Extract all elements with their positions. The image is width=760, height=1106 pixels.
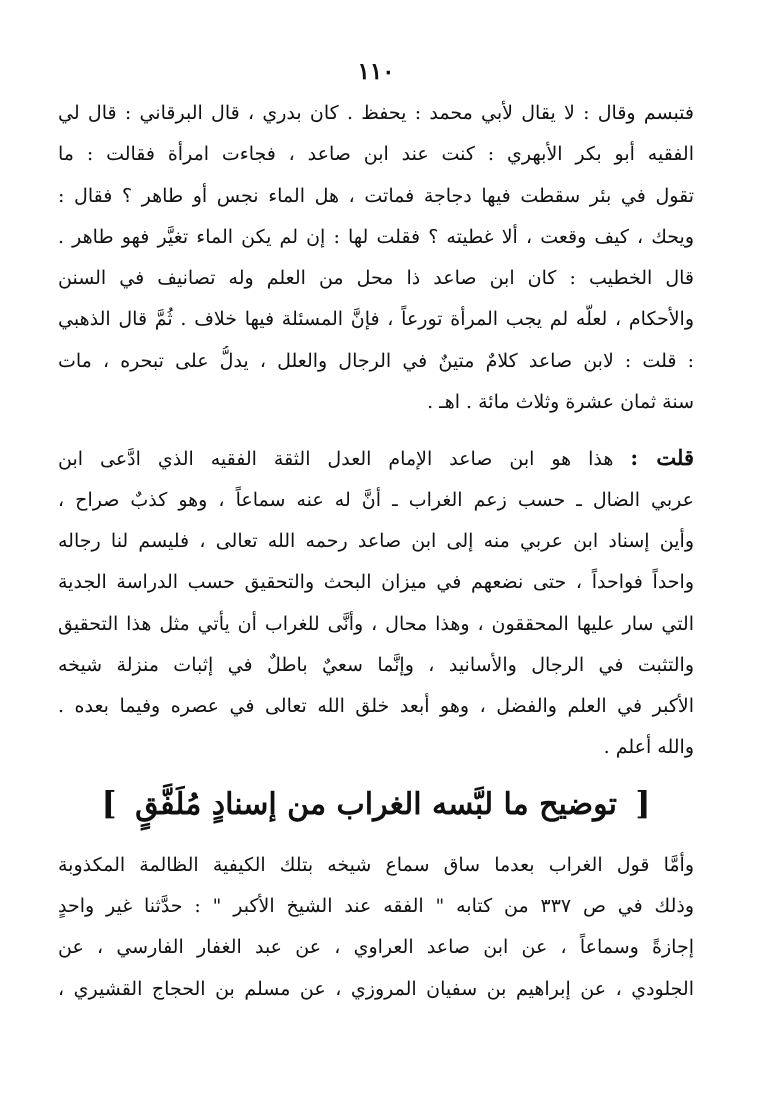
text-line: ويحك ، كيف وقعت ، ألا غطيته ؟ فقلت لها : إن لم يكن الماء تغيَّر فهو طاهر . <box>58 225 694 248</box>
text-line: قال الخطيب : كان ابن صاعد ذا محل من العلم وله تصانيف في السنن <box>58 267 694 290</box>
text-line: واحداً فواحداً ، حتى نضعهم في ميزان البحث والتحقيق حسب الدراسة الجدية <box>58 571 694 594</box>
text-line: عربي الضال ـ حسب زعم الغراب ـ أنَّ له عنه سماعاً ، وهو كذبٌ صراح ، <box>58 488 694 511</box>
paragraph-2 <box>58 443 694 762</box>
text-line: : قلت : لابن صاعد كلامٌ متينٌ في الرجال والعلل ، يدلُّ على تبحره ، مات <box>58 349 694 372</box>
paragraph-lead-word: قلت : <box>630 445 694 471</box>
paragraph-3 <box>58 850 694 1004</box>
text-line: الجلودي ، عن إبراهيم بن سفيان المروزي ، عن مسلم بن الحجاج القشيري ، <box>58 977 694 1000</box>
text-line: سنة ثمان عشرة وثلاث مائة . اهـ . <box>427 391 694 414</box>
paragraph-1 <box>58 98 694 417</box>
text-line: والأحكام ، لعلَّه لم يجب المرأة تورعاً ، فإنَّ المسئلة فيها خلاف . ثُمَّ قال الذهبي <box>58 308 694 331</box>
page-number: ١١٠ <box>357 58 395 85</box>
text-line: فتبسم وقال : لا يقال لأبي محمد : يحفظ . كان بدري ، قال البرقاني : قال لي <box>58 102 694 124</box>
text-line: وأمَّا قول الغراب بعدما ساق سماع شيخه بتلك الكيفية الظالمة المكذوبة <box>58 853 694 876</box>
heading-text: توضيح ما لبَّسه الغراب من إسنادٍ مُلَفَّقٍ <box>135 786 617 822</box>
text-line: وأين إسناد ابن عربي منه إلى ابن صاعد رحمه الله تعالى ، فليسم لنا رجاله <box>58 529 694 552</box>
section-heading <box>58 774 694 832</box>
text-line: تقول في بئر سقطت فيها دجاجة فماتت ، هل الماء نجس أو طاهر ؟ فقال : <box>58 184 694 207</box>
text-line <box>58 443 694 473</box>
heading-open-bracket: [ <box>635 783 651 822</box>
text-line: والله أعلم . <box>603 736 694 759</box>
text-line: والتثبت في الرجال والأسانيد ، وإنَّما سعيٌ باطلٌ في إثبات منزلة شيخه <box>58 653 694 676</box>
text-line: التي سار عليها المحققون ، وهذا محال ، وأنَّى للغراب أن يأتي مثل هذا التحقيق <box>58 612 694 635</box>
text-span: هذا هو ابن صاعد الإمام العدل الثقة الفقيه الذي ادَّعى ابن <box>58 448 614 471</box>
heading-close-bracket: ] <box>101 783 117 822</box>
text-line: الأكبر في العلم والفضل ، وهو أبعد خلق الله تعالى في عصره وفيما بعده . <box>58 695 694 718</box>
text-line: الفقيه أبو بكر الأبهري : كنت عند ابن صاعد ، فجاءت امرأة فقالت : ما <box>58 143 694 166</box>
text-line: إجازةً وسماعاً ، عن ابن صاعد العراوي ، عن عبد الغفار الفارسي ، عن <box>58 936 694 959</box>
text-line: وذلك في ص ٣٣٧ من كتابه " الفقه عند الشيخ الأكبر " : حدَّثنا غير واحدٍ <box>58 895 694 918</box>
